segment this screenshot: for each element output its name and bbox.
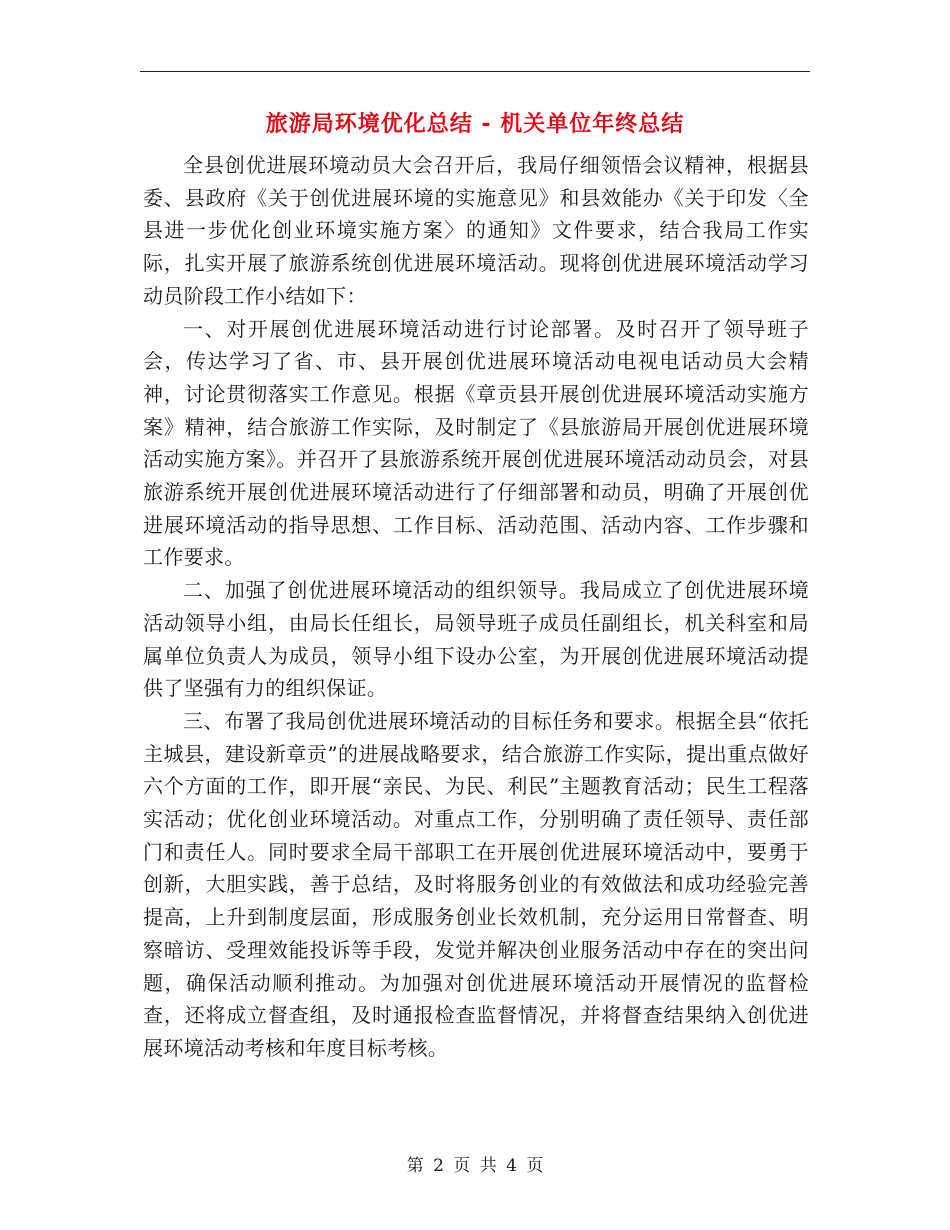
header-rule (140, 71, 810, 72)
document-body (143, 149, 809, 1065)
page-number-footer: 第 2 页 共 4 页 (406, 1156, 544, 1176)
paragraph-section-2: 二、加强了创优进展环境活动的组织领导。我局成立了创优进展环境活动领导小组，由局长任组长，局领导班子成员任副组长，机关科室和局属单位负责人为成员，领导小组下设办公室，为开展创优进展环境活动提供了坚强有力的组织保证。 (143, 578, 809, 701)
paragraph-intro: 全县创优进展环境动员大会召开后，我局仔细领悟会议精神，根据县委、县政府《关于创优进展环境的实施意见》和县效能办《关于印发〈全县进一步优化创业环境实施方案〉的通知》文件要求，结合我局工作实际，扎实开展了旅游系统创优进展环境活动。现将创优进展环境活动学习动员阶段工作小结如下： (143, 153, 809, 308)
paragraph-section-1: 一、对开展创优进展环境活动进行讨论部署。及时召开了领导班子会，传达学习了省、市、县开展创优进展环境活动电视电话动员大会精神，讨论贯彻落实工作意见。根据《章贡县开展创优进展环境活动实施方案》精神，结合旅游工作实际，及时制定了《县旅游局开展创优进展环境活动实施方案》。并召开了县旅游系统开展创优进展环境活动动员会，对县旅游系统开展创优进展环境活动进行了仔细部署和动员，明确了开展创优进展环境活动的指导思想、工作目标、活动范围、活动内容、工作步骤和工作要求。 (143, 316, 809, 570)
paragraph-section-3: 三、布署了我局创优进展环境活动的目标任务和要求。根据全县“依托主城县，建设新章贡”的进展战略要求，结合旅游工作实际，提出重点做好六个方面的工作，即开展“亲民、为民、利民”主题教育活动；民生工程落实活动；优化创业环境活动。对重点工作，分别明确了责任领导、责任部门和责任人。同时要求全局干部职工在开展创优进展环境活动中，要勇于创新，大胆实践，善于总结，及时将服务创业的有效做法和成功经验完善提高，上升到制度层面，形成服务创业长效机制，充分运用日常督查、明察暗访、受理效能投诉等手段，发觉并解决创业服务活动中存在的突出问题，确保活动顺利推动。为加强对创优进展环境活动开展情况的监督检查，还将成立督查组，及时通报检查监督情况，并将督查结果纳入创优进展环境活动考核和年度目标考核。 (143, 708, 809, 1060)
document-title: 旅游局环境优化总结 - 机关单位年终总结 (265, 112, 685, 137)
